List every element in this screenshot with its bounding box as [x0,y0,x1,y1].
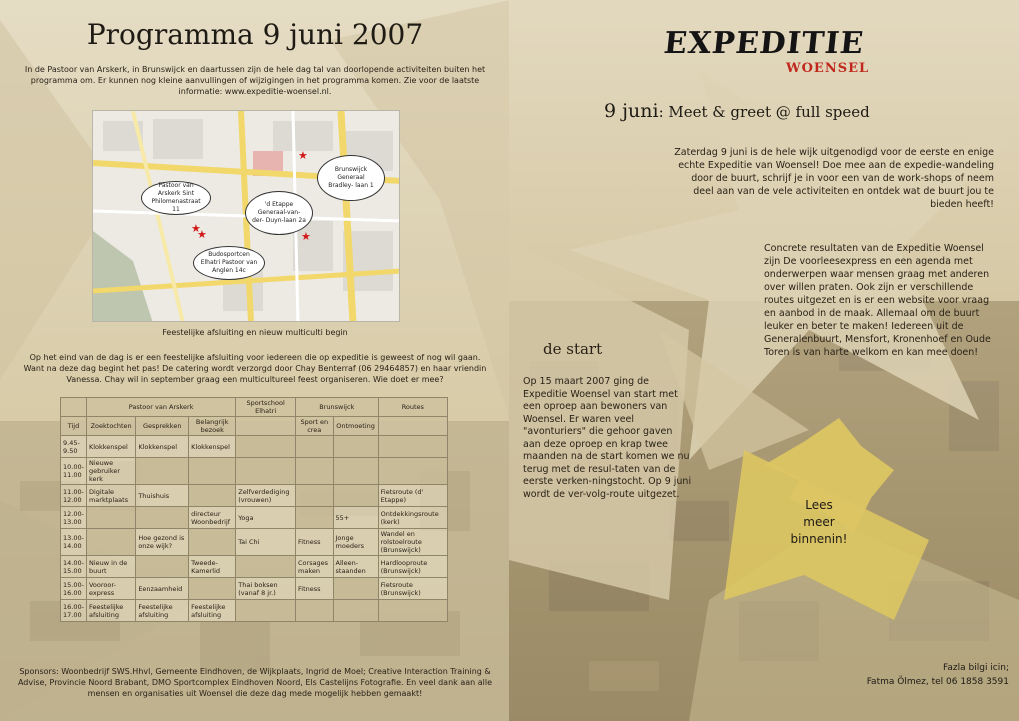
table-header [378,417,447,436]
start-heading: de start [543,340,603,358]
table-cell [296,507,334,529]
table-header [61,398,87,417]
table-cell: Eenzaamheid [136,578,189,600]
contact-info [789,661,1009,689]
star-marker-icon: ★ [301,230,311,243]
table-cell [136,458,189,485]
map-label-kerk: Pastoor van Arskerk Sint Philomenastraat 11 [141,181,211,215]
map-label-etappe: 'd Etappe Generaal-van-der- Duyn-laan 2a [245,191,313,235]
table-cell: Corsages maken [296,556,334,578]
table-cell: Ontdekkingsroute (kerk) [378,507,447,529]
table-header: Pastoor van Arskerk [86,398,235,417]
table-cell [189,578,236,600]
table-cell [296,600,334,622]
time-cell: 12.00-13.00 [61,507,87,529]
table-group-header [61,398,448,417]
table-row [61,507,448,529]
page-title: Programma 9 juni 2007 [86,18,424,51]
table-cell: Fietsroute (Brunswijck) [378,578,447,600]
callout-line: binnenin! [790,532,848,546]
table-cell [333,485,378,507]
table-cell [333,600,378,622]
table-cell: Fitness [296,578,334,600]
callout-line: meer [803,515,835,529]
start-text: Op 15 maart 2007 ging de Expeditie Woensel van start met een oproep aan bewoners van Woensel. Er waren veel "avonturiers" die gehoor gaven aan deze oproep en krap twee maanden na de start komen we nu terug met de resul-taten van de eerste verken-ningstocht. Op 9 juni wordt de ver-volg-route uitgezet. [523,376,692,500]
table-header: Brunswijck [296,398,379,417]
read-more-callout [779,497,859,548]
table-cell [296,436,334,458]
table-cell: Tai Chi [236,529,296,556]
table-cell: Wandel en rolstoelroute (Brunswijck) [378,529,447,556]
table-cell [136,507,189,529]
table-cell: Zelfverdediging (vrouwen) [236,485,296,507]
table-cell: Hardlooproute (Brunswijck) [378,556,447,578]
intro-text: In de Pastoor van Arskerk, in Brunswijck en daartussen zijn de hele dag tal van doorlopende activiteiten buiten het programma om. Er kunnen nog kleine aanvullingen of wijzigingen in het programma komen. Zie voor de laatste informatie: www.expeditie-woensel.nl. [24,65,486,96]
map-caption: Feestelijke afsluiting en nieuw multiculti begin [162,328,348,337]
table-cell: Nieuw in de buurt [86,556,135,578]
table-cell [378,436,447,458]
table-cell: Vooroor-express [86,578,135,600]
table-cell: 55+ [333,507,378,529]
table-cell: directeur Woonbedrijf [189,507,236,529]
table-header: Ontmoeting [333,417,378,436]
table-header: Routes [378,398,447,417]
time-cell: 15.00-16.00 [61,578,87,600]
table-cell [236,458,296,485]
table-cell [236,600,296,622]
table-cell: Klokkenspel [189,436,236,458]
table-header: Belangrijk bezoek [189,417,236,436]
table-cell: Alleen-staanden [333,556,378,578]
headline-date: 9 juni [604,100,659,122]
table-cell [333,436,378,458]
table-cell [296,485,334,507]
headline [604,100,870,122]
table-cell [236,436,296,458]
table-cell: Nieuwe gebruiker kerk [86,458,135,485]
table-header: Zoektochten [86,417,135,436]
table-cell: Thuishuis [136,485,189,507]
sponsors-text: Sponsors: Woonbedrijf SWS.Hhvl, Gemeente Eindhoven, de Wijkplaats, Ingrid de Moel; Creative Interaction Training & Advise, Provincie Noord Brabant, DMO Sportcomplex Eindhoven Noord, Els Castelijns Fotografie. En veel dank aan alle mensen en organisaties uit Woensel die deze dag mede mogelijk hebben gemaakt! [17,667,493,698]
table-cell: Jonge moeders [333,529,378,556]
table-cell: Digitale marktplaats [86,485,135,507]
table-row [61,458,448,485]
logo-wordmark: EXPEDITIE [662,26,866,61]
logo-subtitle: WOENSEL [786,61,870,76]
map-label-elhatri: Budosportcen Elhatri Pastoor van Anglen 14c [193,246,265,280]
table-cell [378,458,447,485]
cover-page [509,0,1019,721]
results-text: Concrete resultaten van de Expeditie Woensel zijn De voorleesexpress en een agenda met onderwerpen waar mensen graag met anderen over willen praten. Ook zijn er verschillende routes uitgezet en is er een website voor vraag en aanbod in de maak. Allemaal om de buurt leuker en beter te maken! Iedereen uit de Generalenbuurt, Mensfort, Kronenhoef en Oude Toren is van harte welkom en kan mee doen! [764,243,991,358]
table-cell: Tweede-Kamerlid [189,556,236,578]
table-cell: Klokkenspel [86,436,135,458]
table-cell: Hoe gezond is onze wijk? [136,529,189,556]
time-cell: 11.00-12.00 [61,485,87,507]
table-cell [236,556,296,578]
star-marker-icon: ★ [298,149,308,162]
location-map [92,110,400,322]
table-cell [333,578,378,600]
table-body [61,436,448,622]
table-header: Sportschool Elhatri [236,398,296,417]
table-row [61,600,448,622]
time-cell: 10.00-11.00 [61,458,87,485]
table-cell [378,600,447,622]
table-cell [189,458,236,485]
table-cell: Fietsroute (d' Etappe) [378,485,447,507]
table-cell: Klokkenspel [136,436,189,458]
contact-line: Fatma Ölmez, tel 06 1858 3591 [866,677,1009,687]
table-header: Gesprekken [136,417,189,436]
table-cell [333,458,378,485]
contact-line: Fazla bilgi icin; [943,663,1009,673]
star-marker-icon: ★ [191,222,201,235]
table-header: Sport en crea [296,417,334,436]
table-cell: Fitness [296,529,334,556]
table-row [61,529,448,556]
time-cell: 9.45-9.50 [61,436,87,458]
table-row [61,578,448,600]
time-cell: 13.00-14.00 [61,529,87,556]
table-sub-header [61,417,448,436]
table-cell [296,458,334,485]
expeditie-logo [662,26,870,76]
table-row [61,485,448,507]
table-cell: Feestelijke afsluiting [86,600,135,622]
table-row [61,436,448,458]
closing-text: Op het eind van de dag is er een feestelijke afsluiting voor iedereen die op expeditie is geweest of nog wil gaan. Want na deze dag begint het pas! De catering wordt verzorgd door Chay Benterraf (06 29464857) en haar vriendin Vanessa. Chay wil in september graag een multicultureel feest organiseren. Wie doet er mee? [23,353,487,384]
table-cell [86,529,135,556]
schedule-table [60,397,448,622]
table-cell: Feestelijke afsluiting [136,600,189,622]
map-label-brunswijck: Brunswijck Generaal Bradley- laan 1 [317,155,385,201]
table-cell [189,529,236,556]
table-cell: Thai boksen (vanaf 8 jr.) [236,578,296,600]
table-header [236,417,296,436]
table-cell: Yoga [236,507,296,529]
table-row [61,556,448,578]
table-cell [136,556,189,578]
invitation-text: Zaterdag 9 juni is de hele wijk uitgenodigd voor de eerste en enige echte Expeditie van Woensel! Doe mee aan de expedie-wandeling door de buurt, schrijf je in voor een van de work-shops of neem deel aan van de vele activiteiten en ontdek wat de buurt jou te bieden heeft! [674,147,994,210]
star-marker-icon: ★ [197,228,207,241]
table-header: Tijd [61,417,87,436]
callout-line: Lees [805,498,833,512]
table-cell: Feestelijke afsluiting [189,600,236,622]
time-cell: 16.00-17.00 [61,600,87,622]
headline-text: : Meet & greet @ full speed [658,103,870,121]
table-cell [189,485,236,507]
time-cell: 14.00-15.00 [61,556,87,578]
table-cell [86,507,135,529]
